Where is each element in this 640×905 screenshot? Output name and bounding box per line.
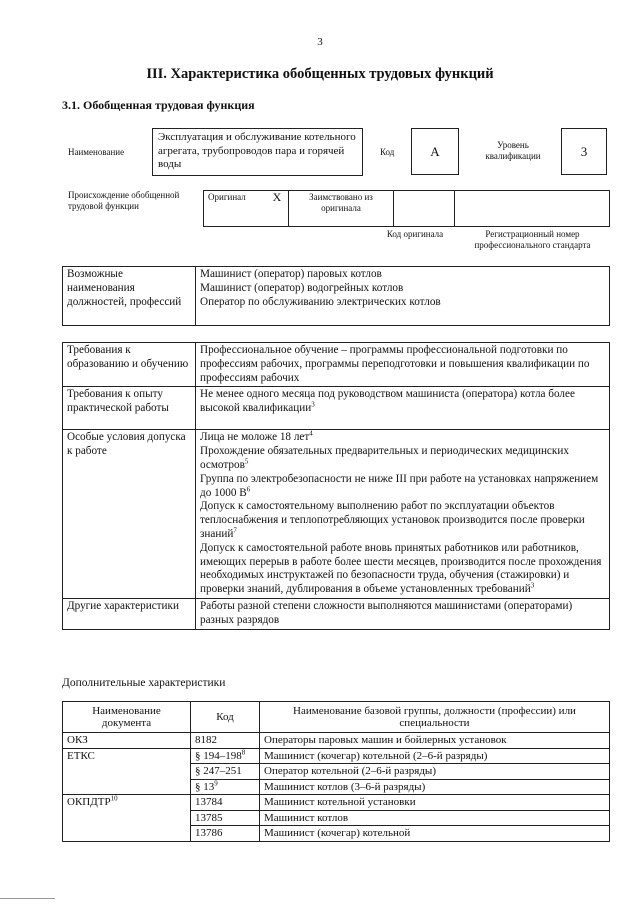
education-text: Профессиональное обучение – программы профессиональной подготовки по профессиям рабочих, программы переподготовки и повышения квалификации по профессиям рабочих bbox=[196, 343, 610, 387]
requirements-table bbox=[62, 342, 610, 630]
other-text: Работы разной степени сложности выполняются машинистами (операторами) разных разрядов bbox=[196, 598, 610, 629]
code-cell: § $13^9$ bbox=[191, 779, 260, 795]
reg-number-cell bbox=[455, 191, 610, 227]
position-item: Машинист (оператор) паровых котлов bbox=[200, 268, 382, 280]
code-cell: 13785 bbox=[191, 810, 260, 826]
footnote-ref: 6 bbox=[246, 484, 251, 493]
header-doc: Наименование документа bbox=[63, 702, 191, 733]
name-cell: Машинист (кочегар) котельной bbox=[260, 826, 610, 842]
code-original-cell bbox=[394, 191, 455, 227]
footnote-ref: 3 bbox=[311, 400, 315, 409]
page-number: 3 bbox=[317, 36, 323, 48]
code-label: Код bbox=[380, 147, 395, 157]
header-name: Наименование базовой группы, должности (профессии) или специальности bbox=[260, 702, 610, 733]
positions-table bbox=[62, 266, 610, 326]
education-label: Требования к образованию и обучению bbox=[63, 343, 196, 387]
footnote-ref: 4 bbox=[309, 429, 313, 438]
code-value-box: А bbox=[411, 128, 459, 175]
doc-okpdtr: ОКПДТР$^{10}$ bbox=[63, 795, 191, 842]
origin-label: Происхождение обобщенной трудовой функции bbox=[68, 190, 180, 211]
experience-text: Не менее одного месяца под руководством машиниста (оператора) котла более высокой квалификации bbox=[200, 388, 575, 415]
name-cell: Машинист (кочегар) котельной (2–6-й разряды) bbox=[260, 748, 610, 764]
footnote-divider bbox=[0, 898, 55, 899]
condition-item: Допуск к самостоятельной работе вновь принятых работников или работников, имеющих перерыв в работе более шести месяцев, производится после прохождения необходимых инструктажей по безопасности труда, обучения (стажировки) и проверки знаний, дублирования в объеме установленных требований$^3$ bbox=[200, 541, 602, 596]
name-cell: Оператор котельной (2–6-й разряды) bbox=[260, 764, 610, 780]
function-name-box: Эксплуатация и обслуживание котельного агрегата, трубопроводов пара и горячей воды bbox=[152, 128, 363, 176]
code-cell: 8182 bbox=[191, 733, 260, 749]
name-cell: Операторы паровых машин и бойлерных установок bbox=[260, 733, 610, 749]
positions-label: Возможные наименования должностей, профессий bbox=[63, 267, 196, 326]
condition-item: Группа по электробезопасности не ниже III при работе на установках напряжением до 1000 $В^6$ bbox=[200, 472, 599, 499]
condition-item: Прохождение обязательных предварительных и периодических медицинских осмотров$^5$ bbox=[200, 445, 569, 471]
doc-okz: ОКЗ bbox=[63, 733, 191, 749]
special-conditions-label: Особые условия допуска к работе bbox=[63, 430, 196, 599]
footnote-ref: 5 bbox=[244, 457, 249, 466]
subsection-title: 3.1. Обобщенная трудовая функция bbox=[62, 98, 255, 112]
footnote-ref: 9 bbox=[214, 778, 218, 787]
footnote-ref: 7 bbox=[233, 526, 237, 535]
special-conditions-list bbox=[196, 430, 610, 599]
condition-item: Лица не моложе 18 лет$^4$ bbox=[200, 429, 313, 444]
doc-etks: ЕТКС bbox=[63, 748, 191, 795]
name-label: Наименование bbox=[68, 147, 125, 157]
original-mark: Х bbox=[266, 191, 289, 227]
position-item: Оператор по обслуживанию электрических котлов bbox=[200, 295, 441, 308]
name-cell: Машинист котельной установки bbox=[260, 795, 610, 811]
header-code: Код bbox=[191, 702, 260, 733]
condition-item: Допуск к самостоятельному выполнению работ по эксплуатации объектов теплоснабжения и теплопотребляющих установок производится после проверки знаний$^7$ bbox=[200, 500, 585, 540]
footnote-ref: 10 bbox=[110, 794, 118, 803]
additional-table bbox=[62, 701, 610, 842]
level-value-box: 3 bbox=[561, 128, 607, 175]
code-cell: 13784 bbox=[191, 795, 260, 811]
origin-table bbox=[203, 190, 610, 227]
code-cell: § $194-198^8$ bbox=[191, 748, 260, 764]
additional-title: Дополнительные характеристики bbox=[62, 677, 226, 689]
name-cell: Машинист котлов bbox=[260, 810, 610, 826]
code-original-label: Код оригинала bbox=[386, 229, 444, 239]
positions-list bbox=[196, 267, 610, 326]
experience-cell bbox=[196, 387, 610, 430]
borrowed-label: Заимствовано из оригинала bbox=[289, 191, 394, 227]
original-label: Оригинал bbox=[204, 191, 267, 227]
other-label: Другие характеристики bbox=[63, 598, 196, 629]
experience-label: Требования к опыту практической работы bbox=[63, 387, 196, 430]
code-cell: § 247–251 bbox=[191, 764, 260, 780]
position-item: Машинист (оператор) водогрейных котлов bbox=[200, 281, 404, 294]
section-title: III. Характеристика обобщенных трудовых функций bbox=[146, 66, 494, 82]
footnote-ref: 3 bbox=[530, 581, 535, 590]
name-cell: Машинист котлов (3–6-й разряды) bbox=[260, 779, 610, 795]
footnote-ref: 8 bbox=[241, 747, 246, 756]
reg-number-label: Регистрационный номер профессионального стандарта bbox=[474, 229, 591, 250]
level-label: Уровень квалификации bbox=[485, 140, 541, 161]
code-cell: 13786 bbox=[191, 826, 260, 842]
